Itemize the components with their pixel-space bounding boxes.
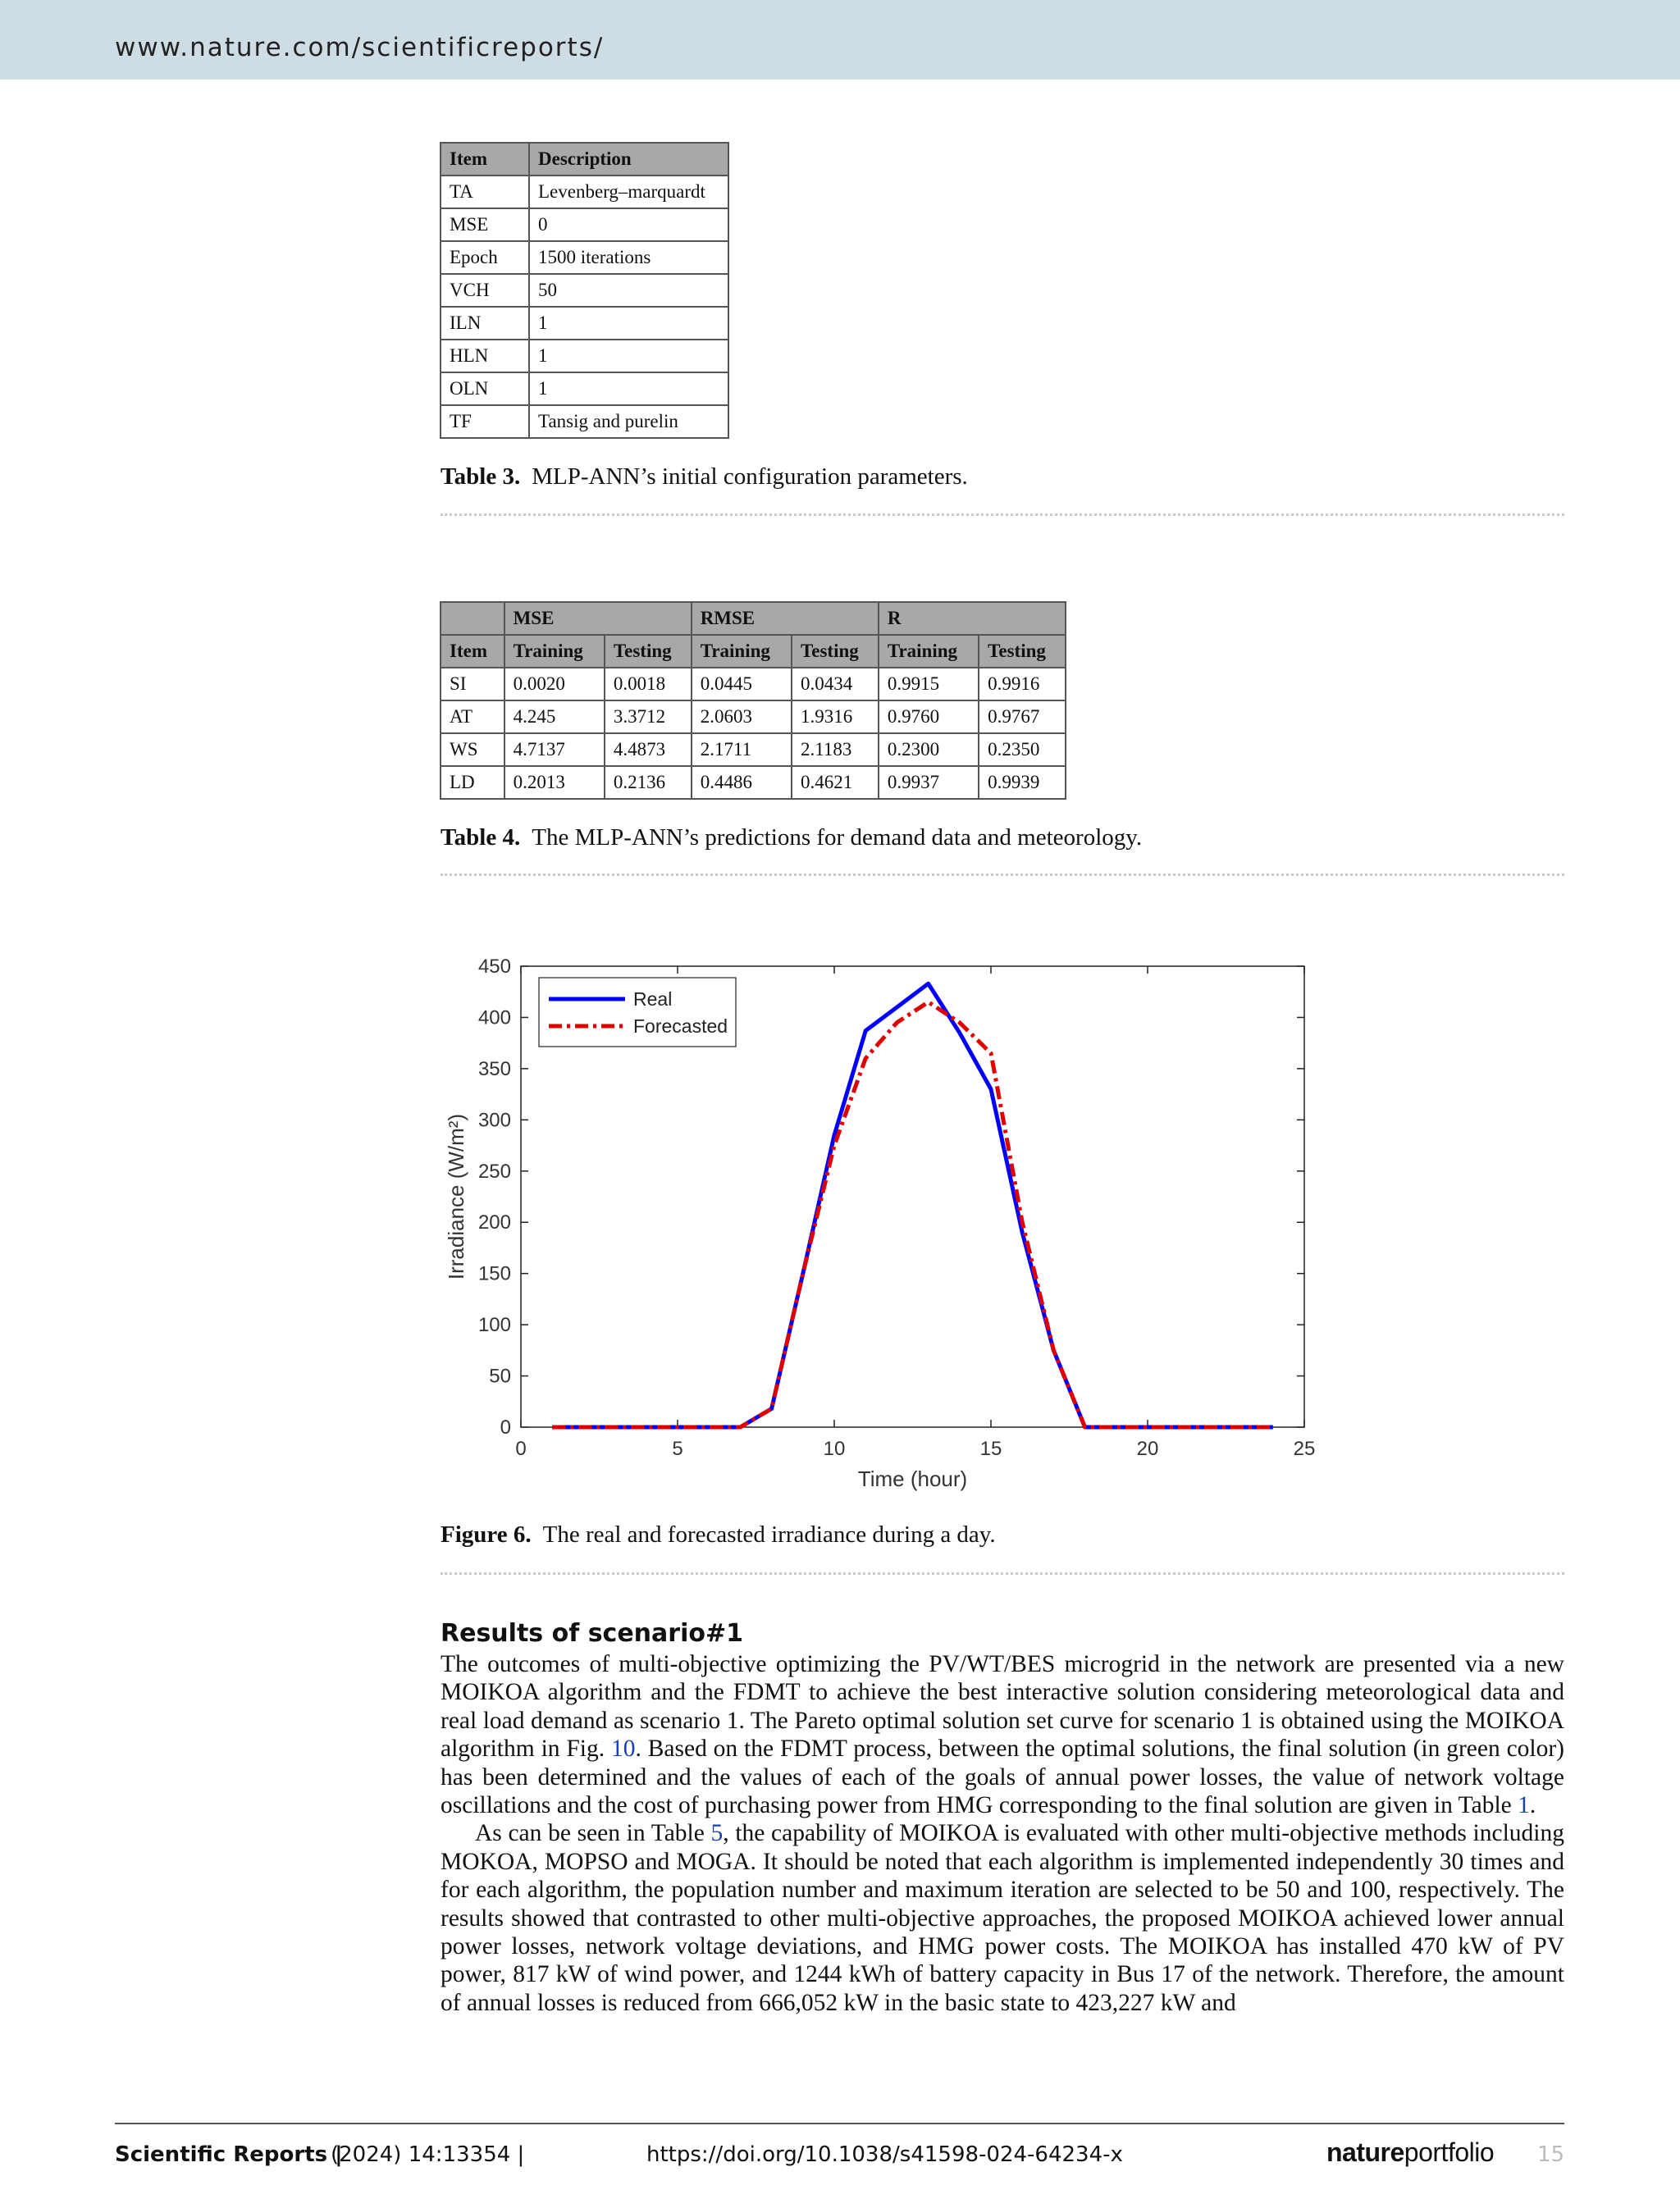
table-header-cell: MSE	[504, 602, 692, 635]
table-3	[440, 142, 729, 439]
table-cell: 4.245	[504, 700, 605, 733]
section-body	[441, 1650, 1564, 2017]
x-tick-label: 15	[979, 1438, 1002, 1460]
table-header-cell	[441, 602, 504, 635]
table-cell: Tansig and purelin	[529, 405, 728, 438]
table-row	[441, 176, 728, 208]
x-tick-label: 25	[1293, 1438, 1316, 1460]
section-heading: Results of scenario#1	[441, 1619, 743, 1648]
y-tick-label: 200	[477, 1211, 511, 1234]
section-divider	[441, 874, 1564, 876]
table-header-row	[441, 635, 1066, 668]
table-cell: 4.7137	[504, 733, 605, 766]
table-4	[440, 601, 1066, 800]
table-cell: 3.3712	[605, 700, 692, 733]
y-tick-label: 100	[477, 1314, 511, 1337]
y-axis-label: Irradiance (W/m²)	[444, 1113, 468, 1280]
x-tick-label: 5	[672, 1438, 683, 1460]
table-group-header-row	[441, 602, 1066, 635]
table-row	[441, 274, 728, 307]
logo-bold: nature	[1326, 2137, 1404, 2167]
table-cell: 4.4873	[605, 733, 692, 766]
paragraph-text: As can be seen in Table	[475, 1820, 711, 1847]
figure-6-chart	[435, 943, 1345, 1501]
table-row	[441, 405, 728, 438]
table-row	[441, 208, 728, 241]
table-cell: 0.2300	[879, 733, 979, 766]
table-cell: 0.9760	[879, 700, 979, 733]
table-cell: 1500 iterations	[529, 241, 728, 274]
table-cell: 1	[529, 307, 728, 340]
table-header-cell: Description	[529, 143, 728, 176]
section-divider	[441, 1572, 1564, 1575]
table-3-caption	[441, 463, 968, 490]
footer-rule	[115, 2123, 1564, 2124]
paragraph	[441, 1819, 1564, 2017]
table-cell: 0.9937	[879, 766, 979, 799]
table-cell: WS	[441, 733, 504, 766]
table-row	[441, 700, 1066, 733]
table-cell: TF	[441, 405, 529, 438]
table-cell: 0.0020	[504, 668, 605, 700]
table-cell: 2.1711	[692, 733, 792, 766]
caption-text: The real and forecasted irradiance during a day.	[542, 1521, 996, 1548]
table-row	[441, 340, 728, 372]
caption-label: Table 4.	[441, 824, 521, 851]
footer-doi-link[interactable]: https://doi.org/10.1038/s41598-024-64234-x	[646, 2142, 1123, 2167]
y-tick-label: 0	[500, 1416, 511, 1439]
x-tick-label: 20	[1136, 1438, 1159, 1460]
table-header-cell: Training	[879, 635, 979, 668]
table-header-cell: Testing	[792, 635, 879, 668]
table-4-caption	[441, 824, 1142, 851]
logo-light: portfolio	[1404, 2137, 1495, 2167]
page-number: 15	[1537, 2142, 1565, 2167]
y-tick-label: 450	[477, 956, 511, 978]
table-header-cell: Training	[504, 635, 605, 668]
table-cell: ILN	[441, 307, 529, 340]
caption-text: The MLP-ANN’s predictions for demand data and meteorology.	[532, 824, 1143, 851]
y-tick-label: 400	[477, 1006, 511, 1029]
table-row	[441, 372, 728, 405]
table-cell: 2.0603	[692, 700, 792, 733]
table-cell: SI	[441, 668, 504, 700]
table-cell: 0.9767	[979, 700, 1066, 733]
table-header-cell: Training	[692, 635, 792, 668]
table-cell: 0.0018	[605, 668, 692, 700]
table-header-row	[441, 143, 728, 176]
table-cell: 2.1183	[792, 733, 879, 766]
paragraph-text: . Based on the FDMT process, between the optimal solutions, the final solution (in green color) has been determined and the values of each of the goals of annual power losses, the value of network voltage oscillations and the cost of purchasing power from HMG corresponding to the final solution are given in Table	[441, 1736, 1565, 1819]
table-cell: 0.4621	[792, 766, 879, 799]
table-row	[441, 307, 728, 340]
table-header-cell: Testing	[605, 635, 692, 668]
table-header-cell: Item	[441, 143, 529, 176]
table-header-cell: R	[879, 602, 1066, 635]
table-cell: 0	[529, 208, 728, 241]
y-tick-label: 50	[489, 1365, 511, 1388]
figure-ref-link[interactable]: 10	[610, 1736, 636, 1763]
paragraph-text: , the capability of MOIKOA is evaluated with other multi-objective methods including MOKOA, MOPSO and MOGA. It should be noted that each algorithm is implemented independently 30 times and for each algorithm, the population number and maximum iteration are selected to be 50 and 100, respectively. The results showed that contrasted to other multi-objective approaches, the proposed MOIKOA achieved lower annual power losses, network voltage deviations, and HMG power costs. The MOIKOA has installed 470 kW of PV power, 817 kW of wind power, and 1244 kWh of battery capacity in Bus 17 of the network. Therefore, the amount of annual losses is reduced from 666,052 kW in the basic state to 423,227 kW and	[441, 1820, 1564, 2016]
x-axis-label: Time (hour)	[857, 1467, 968, 1491]
table-row	[441, 241, 728, 274]
y-tick-label: 250	[477, 1160, 511, 1183]
table-ref-link[interactable]: 5	[710, 1820, 724, 1847]
y-tick-label: 150	[477, 1262, 511, 1285]
paragraph-text: .	[1529, 1792, 1536, 1819]
table-cell: 0.2013	[504, 766, 605, 799]
table-cell: Levenberg–marquardt	[529, 176, 728, 208]
figure-6-caption	[441, 1521, 996, 1549]
table-cell: Epoch	[441, 241, 529, 274]
table-header-cell: Item	[441, 635, 504, 668]
table-cell: 0.9916	[979, 668, 1066, 700]
header-url[interactable]: www.nature.com/scientificreports/	[115, 33, 605, 62]
y-tick-label: 350	[477, 1057, 511, 1080]
caption-label: Figure 6.	[441, 1521, 532, 1548]
table-row	[441, 733, 1066, 766]
table-cell: AT	[441, 700, 504, 733]
footer-volume: (2024) 14:13354 |	[331, 2142, 525, 2167]
footer-journal: Scientific Reports |	[115, 2142, 343, 2167]
table-cell: MSE	[441, 208, 529, 241]
table-row	[441, 766, 1066, 799]
table-cell: 1	[529, 340, 728, 372]
table-header-cell: Testing	[979, 635, 1066, 668]
x-tick-label: 0	[515, 1438, 527, 1460]
y-tick-label: 300	[477, 1109, 511, 1132]
x-tick-label: 10	[823, 1438, 846, 1460]
table-ref-link[interactable]: 1	[1518, 1792, 1530, 1819]
table-cell: VCH	[441, 274, 529, 307]
table-cell: 0.0434	[792, 668, 879, 700]
table-cell: OLN	[441, 372, 529, 405]
nature-portfolio-logo	[1326, 2137, 1494, 2168]
table-cell: 1	[529, 372, 728, 405]
table-row	[441, 668, 1066, 700]
table-cell: 0.2136	[605, 766, 692, 799]
table-cell: TA	[441, 176, 529, 208]
legend-label: Real	[633, 988, 673, 1010]
table-cell: LD	[441, 766, 504, 799]
table-cell: HLN	[441, 340, 529, 372]
table-cell: 0.0445	[692, 668, 792, 700]
paragraph	[441, 1650, 1564, 1819]
table-cell: 0.4486	[692, 766, 792, 799]
table-cell: 0.9939	[979, 766, 1066, 799]
paragraph-text: The outcomes of multi-objective optimizing the PV/WT/BES microgrid in the network are presented via a new MOIKOA algorithm and the FDMT to achieve the best interactive solution considering meteorological data and real load demand as scenario 1. The Pareto optimal solution set curve for scenario 1 is obtained using the MOIKOA algorithm in Fig.	[441, 1651, 1564, 1763]
table-cell: 50	[529, 274, 728, 307]
table-cell: 0.2350	[979, 733, 1066, 766]
section-divider	[441, 513, 1564, 516]
site-header-bar	[0, 0, 1680, 80]
table-cell: 1.9316	[792, 700, 879, 733]
caption-label: Table 3.	[441, 463, 521, 490]
table-header-cell: RMSE	[692, 602, 879, 635]
caption-text: MLP-ANN’s initial configuration parameters.	[532, 463, 968, 490]
table-cell: 0.9915	[879, 668, 979, 700]
legend-label: Forecasted	[633, 1015, 728, 1037]
